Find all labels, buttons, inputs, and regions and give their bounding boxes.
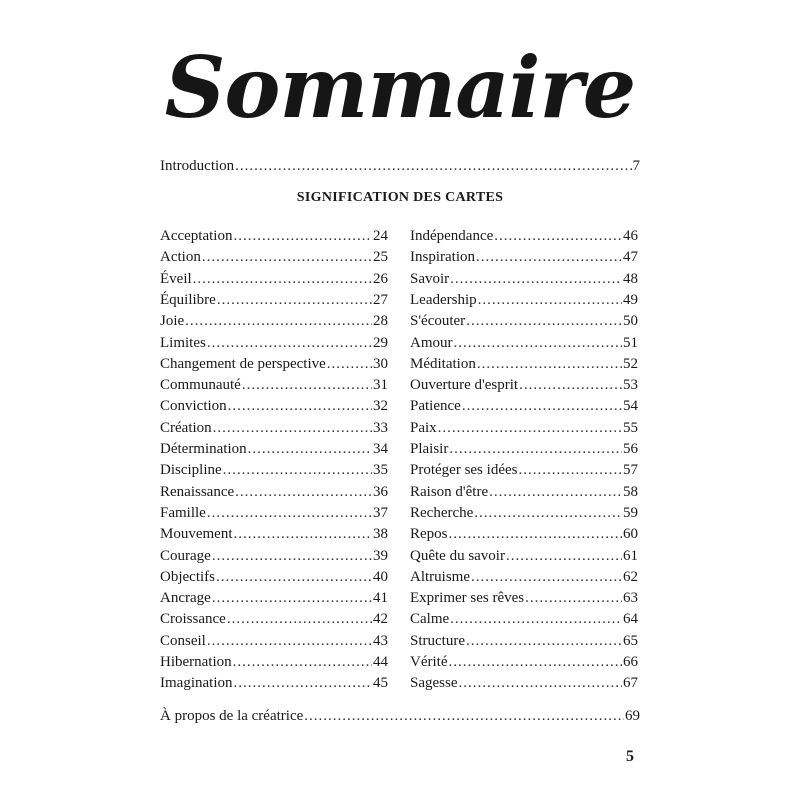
toc-entry[interactable] bbox=[410, 269, 638, 290]
toc-entry-label: Paix bbox=[410, 419, 437, 436]
toc-entry-page: 34 bbox=[373, 441, 388, 457]
toc-entry-label: Hibernation bbox=[160, 654, 232, 670]
toc-entry-label: Quête du savoir bbox=[410, 547, 505, 564]
toc-entry-page: 43 bbox=[373, 632, 388, 649]
toc-entry-introduction[interactable] bbox=[160, 156, 640, 177]
toc-entry-label: Raison d'être bbox=[410, 483, 489, 500]
toc-entry-label: Discipline bbox=[160, 462, 222, 479]
toc-entry-label: S'écouter bbox=[410, 313, 466, 330]
toc-entry-about-author[interactable] bbox=[160, 706, 640, 727]
dot-leader bbox=[213, 418, 372, 439]
toc-entry[interactable] bbox=[160, 375, 388, 396]
dot-leader bbox=[489, 482, 622, 503]
dot-leader bbox=[207, 503, 372, 524]
dot-leader bbox=[450, 609, 622, 630]
toc-entry[interactable] bbox=[410, 290, 638, 311]
toc-entry[interactable] bbox=[160, 546, 388, 567]
dot-leader bbox=[450, 269, 622, 290]
toc-entry[interactable] bbox=[410, 439, 638, 460]
dot-leader bbox=[227, 609, 372, 630]
toc-entry-page: 24 bbox=[373, 228, 388, 244]
dot-leader bbox=[474, 503, 622, 524]
dot-leader bbox=[449, 524, 623, 545]
toc-entry[interactable] bbox=[410, 631, 638, 652]
toc-entry-page: 42 bbox=[373, 611, 388, 628]
toc-entry[interactable] bbox=[160, 524, 388, 545]
toc-entry-label: Ancrage bbox=[160, 590, 211, 607]
toc-entry[interactable] bbox=[410, 652, 638, 673]
toc-entry[interactable] bbox=[160, 418, 388, 439]
toc-entry-page: 66 bbox=[623, 654, 638, 670]
toc-entry[interactable] bbox=[160, 652, 388, 673]
toc-entry[interactable] bbox=[410, 567, 638, 588]
dot-leader bbox=[519, 375, 622, 396]
toc-entry-page: 29 bbox=[373, 334, 388, 351]
toc-entry-label: Acceptation bbox=[160, 228, 233, 244]
toc-entry[interactable] bbox=[410, 354, 638, 375]
toc-entry[interactable] bbox=[410, 546, 638, 567]
toc-entry-page: 31 bbox=[373, 377, 388, 394]
toc-entry-label: Équilibre bbox=[160, 291, 216, 308]
toc-entry[interactable] bbox=[160, 567, 388, 588]
toc-entry-page: 55 bbox=[623, 419, 638, 436]
toc-entry-label: Leadership bbox=[410, 291, 477, 308]
page-title: Sommaire bbox=[164, 38, 636, 137]
toc-entry-page: 39 bbox=[373, 547, 388, 564]
dot-leader bbox=[476, 247, 622, 268]
dot-leader bbox=[233, 226, 372, 247]
toc-entry-page: 48 bbox=[623, 270, 638, 287]
toc-entry[interactable] bbox=[160, 311, 388, 332]
toc-entry-page: 44 bbox=[373, 654, 388, 670]
dot-leader bbox=[459, 673, 623, 694]
toc-entry-label: À propos de la créatrice bbox=[160, 708, 304, 724]
dot-leader bbox=[494, 226, 622, 247]
toc-entry-page: 26 bbox=[373, 270, 388, 287]
toc-entry[interactable] bbox=[410, 333, 638, 354]
toc-entry-page: 41 bbox=[373, 590, 388, 607]
toc-entry[interactable] bbox=[160, 503, 388, 524]
dot-leader bbox=[462, 396, 622, 417]
toc-entry-label: Mouvement bbox=[160, 526, 233, 543]
dot-leader bbox=[217, 290, 372, 311]
toc-entry-label: Ouverture d'esprit bbox=[410, 377, 519, 394]
toc-entry[interactable] bbox=[160, 588, 388, 609]
dot-leader bbox=[234, 524, 373, 545]
toc-entry-label: Famille bbox=[160, 504, 206, 521]
toc-entry[interactable] bbox=[160, 333, 388, 354]
toc-entry-label: Indépendance bbox=[410, 228, 494, 244]
dot-leader bbox=[212, 588, 372, 609]
section-heading: SIGNIFICATION DES CARTES bbox=[296, 190, 504, 205]
dot-leader bbox=[216, 567, 372, 588]
toc-entry-label: Plaisir bbox=[410, 441, 449, 457]
toc-entry-label: Calme bbox=[410, 611, 450, 628]
toc-entry-label: Structure bbox=[410, 632, 465, 649]
dot-leader bbox=[207, 333, 372, 354]
toc-entry[interactable] bbox=[160, 631, 388, 652]
toc-entry-page: 52 bbox=[623, 355, 638, 372]
dot-leader bbox=[223, 460, 372, 481]
dot-leader bbox=[466, 631, 622, 652]
toc-entry-page: 33 bbox=[373, 419, 388, 436]
toc-entry-label: Imagination bbox=[160, 675, 233, 692]
toc-entry[interactable] bbox=[410, 311, 638, 332]
toc-entry-label: Communauté bbox=[160, 377, 241, 394]
toc-entry-page: 37 bbox=[373, 504, 388, 521]
toc-entry-page: 62 bbox=[623, 568, 638, 585]
toc-entry-label: Introduction bbox=[160, 158, 235, 174]
toc-entry[interactable] bbox=[410, 226, 638, 247]
toc-entry-page: 50 bbox=[623, 313, 638, 330]
toc-entry-page: 45 bbox=[373, 675, 388, 692]
toc-entry-label: Vérité bbox=[410, 654, 448, 670]
dot-leader bbox=[193, 269, 372, 290]
toc-entry[interactable] bbox=[410, 673, 638, 694]
toc-entry-page: 36 bbox=[373, 483, 388, 500]
toc-entry-page: 49 bbox=[623, 291, 638, 308]
toc-entry[interactable] bbox=[160, 269, 388, 290]
toc-entry[interactable] bbox=[410, 588, 638, 609]
toc-entry-label: Croissance bbox=[160, 611, 226, 628]
dot-leader bbox=[228, 396, 372, 417]
dot-leader bbox=[202, 247, 372, 268]
toc-entry-label: Éveil bbox=[160, 270, 192, 287]
page-number: 5 bbox=[626, 748, 634, 765]
toc-entry-label: Exprimer ses rêves bbox=[410, 590, 525, 607]
toc-entry-label: Limites bbox=[160, 334, 206, 351]
toc-entry-label: Action bbox=[160, 249, 201, 266]
toc-entry-label: Repos bbox=[410, 526, 448, 543]
toc-entry[interactable] bbox=[160, 439, 388, 460]
toc-entry[interactable] bbox=[410, 418, 638, 439]
toc-entry-page: 58 bbox=[623, 483, 638, 500]
toc-entry-page: 69 bbox=[625, 708, 640, 724]
toc-entry[interactable] bbox=[410, 396, 638, 417]
toc-entry[interactable] bbox=[160, 396, 388, 417]
toc-entry-label: Inspiration bbox=[410, 249, 475, 266]
dot-leader bbox=[235, 482, 372, 503]
toc-entry-page: 25 bbox=[373, 249, 388, 266]
toc-entry-label: Protéger ses idées bbox=[410, 462, 518, 479]
toc-entry-page: 67 bbox=[623, 675, 638, 692]
toc-entry-label: Patience bbox=[410, 398, 461, 415]
toc-entry[interactable] bbox=[160, 482, 388, 503]
toc-entry-page: 47 bbox=[623, 249, 638, 266]
toc-entry[interactable] bbox=[160, 247, 388, 268]
toc-entry[interactable] bbox=[410, 482, 638, 503]
toc-entry-page: 46 bbox=[623, 228, 638, 244]
dot-leader bbox=[477, 354, 622, 375]
dot-leader bbox=[471, 567, 622, 588]
toc-entry-label: Changement de perspective bbox=[160, 355, 326, 372]
toc-entry-page: 64 bbox=[623, 611, 638, 628]
dot-leader bbox=[478, 290, 622, 311]
dot-leader bbox=[242, 375, 372, 396]
dot-leader bbox=[454, 333, 623, 354]
toc-entry-label: Création bbox=[160, 419, 212, 436]
toc-entry-page: 7 bbox=[632, 158, 640, 174]
toc-entry-label: Sagesse bbox=[410, 675, 458, 692]
toc-entry-label: Méditation bbox=[410, 355, 476, 372]
toc-entry-page: 30 bbox=[373, 355, 388, 372]
dot-leader bbox=[448, 652, 622, 673]
dot-leader bbox=[233, 673, 372, 694]
toc-entry-label: Savoir bbox=[410, 270, 450, 287]
toc-entry-page: 63 bbox=[623, 590, 638, 607]
toc-entry-label: Courage bbox=[160, 547, 211, 564]
toc-entry[interactable] bbox=[410, 503, 638, 524]
toc-entry-page: 60 bbox=[623, 526, 638, 543]
toc-entry-page: 65 bbox=[623, 632, 638, 649]
dot-leader bbox=[449, 439, 622, 460]
dot-leader bbox=[185, 311, 372, 332]
toc-entry[interactable] bbox=[160, 354, 388, 375]
toc-entry-page: 59 bbox=[623, 504, 638, 521]
toc-entry[interactable] bbox=[160, 460, 388, 481]
toc-entry-label: Recherche bbox=[410, 504, 474, 521]
toc-entry[interactable] bbox=[410, 524, 638, 545]
dot-leader bbox=[525, 588, 622, 609]
dot-leader bbox=[506, 546, 622, 567]
dot-leader bbox=[327, 354, 372, 375]
toc-entry-page: 28 bbox=[373, 313, 388, 330]
toc-entry[interactable] bbox=[160, 226, 388, 247]
dot-leader bbox=[438, 418, 622, 439]
toc-entry-label: Renaissance bbox=[160, 483, 235, 500]
toc-entry-page: 32 bbox=[373, 398, 388, 415]
toc-entry-page: 51 bbox=[623, 334, 638, 351]
toc-entry[interactable] bbox=[410, 609, 638, 630]
toc-entry-page: 57 bbox=[623, 462, 638, 479]
toc-entry[interactable] bbox=[160, 290, 388, 311]
toc-entry-page: 56 bbox=[623, 441, 638, 457]
toc-entry-page: 27 bbox=[373, 291, 388, 308]
toc-entry-label: Conviction bbox=[160, 398, 227, 415]
dot-leader bbox=[233, 652, 372, 673]
toc-entry-page: 40 bbox=[373, 568, 388, 585]
toc-entry-page: 54 bbox=[623, 398, 638, 415]
toc-entry[interactable] bbox=[410, 375, 638, 396]
toc-entry[interactable] bbox=[160, 673, 388, 694]
toc-entry-label: Altruisme bbox=[410, 568, 470, 585]
toc-entry[interactable] bbox=[410, 460, 638, 481]
toc-entry[interactable] bbox=[160, 609, 388, 630]
toc-entry-page: 38 bbox=[373, 526, 388, 543]
toc-entry-label: Détermination bbox=[160, 441, 247, 457]
dot-leader bbox=[235, 156, 631, 177]
toc-entry-label: Objectifs bbox=[160, 568, 215, 585]
toc-entry-label: Joie bbox=[160, 313, 185, 330]
toc-entry-page: 61 bbox=[623, 547, 638, 564]
dot-leader bbox=[248, 439, 372, 460]
toc-entry-page: 35 bbox=[373, 462, 388, 479]
toc-entry-label: Conseil bbox=[160, 632, 206, 649]
toc-entry-label: Amour bbox=[410, 334, 453, 351]
toc-entry[interactable] bbox=[410, 247, 638, 268]
dot-leader bbox=[207, 631, 372, 652]
dot-leader bbox=[304, 706, 624, 727]
dot-leader bbox=[518, 460, 622, 481]
toc-entry-page: 53 bbox=[623, 377, 638, 394]
dot-leader bbox=[212, 546, 372, 567]
dot-leader bbox=[466, 311, 622, 332]
